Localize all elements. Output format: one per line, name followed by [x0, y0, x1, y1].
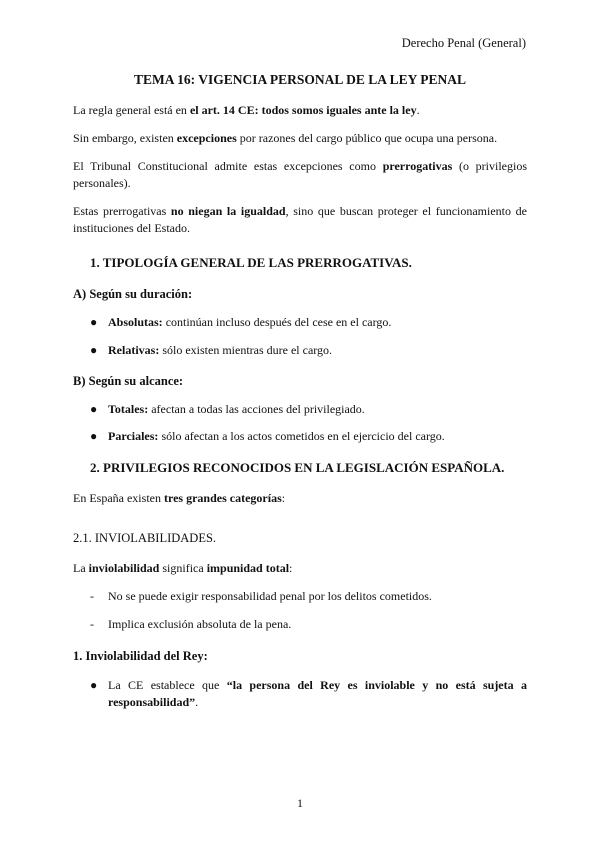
intro-paragraph-2: Sin embargo, existen excepciones por razones del cargo público que ocupa una persona. [73, 131, 498, 145]
intro-paragraph-1: La regla general está en el art. 14 CE: todos somos iguales ante la ley. [73, 103, 420, 117]
bullet-icon: ● [90, 429, 98, 443]
dash-item-2: - Implica exclusión absoluta de la pena. [90, 617, 292, 631]
running-header: Derecho Penal (General) [401, 36, 526, 50]
dash-icon: - [90, 617, 94, 631]
dash-item-1: - No se puede exigir responsabilidad penal por los delitos cometidos. [90, 589, 432, 603]
section-1-heading: 1. TIPOLOGÍA GENERAL DE LAS PRERROGATIVAS. [90, 255, 412, 270]
bullet-icon: ● [90, 315, 98, 329]
subheading-scope: B) Según su alcance: [73, 374, 184, 388]
subheading-inviolabilidades: 2.1. INVIOLABILIDADES. [73, 531, 217, 545]
page-title: TEMA 16: VIGENCIA PERSONAL DE LA LEY PENAL [134, 72, 466, 87]
list-item-relativas: ● Relativas: sólo existen mientras dure el cargo. [90, 343, 333, 357]
intro-paragraph-4: Estas prerrogativas no niegan la igualdad, sino que buscan proteger el funcionamiento de instituciones del Estado. [73, 204, 527, 235]
bullet-icon: ● [90, 402, 98, 416]
dash-icon: - [90, 589, 94, 603]
subheading-rey: 1. Inviolabilidad del Rey: [73, 649, 208, 663]
list-item-parciales: ● Parciales: sólo afectan a los actos cometidos en el ejercicio del cargo. [90, 429, 445, 443]
page-number: 1 [297, 796, 303, 810]
intro-paragraph-3: El Tribunal Constitucional admite estas excepciones como prerrogativas (o privilegios personales). [73, 159, 528, 190]
inviolabilidad-definition: La inviolabilidad significa impunidad total: [73, 561, 293, 575]
bullet-icon: ● [90, 678, 98, 692]
section-2-intro: En España existen tres grandes categorías: [73, 491, 286, 505]
list-item-totales: ● Totales: afectan a todas las acciones del privilegiado. [90, 402, 365, 416]
subheading-duration: A) Según su duración: [73, 287, 193, 301]
bullet-icon: ● [90, 343, 98, 357]
section-2-heading: 2. PRIVILEGIOS RECONOCIDOS EN LA LEGISLACIÓN ESPAÑOLA. [90, 460, 505, 475]
list-item-rey: ● La CE establece que “la persona del Rey es inviolable y no está sujeta a responsabilidad”. [90, 678, 527, 709]
list-item-absolutas: ● Absolutas: continúan incluso después del cese en el cargo. [90, 315, 392, 329]
